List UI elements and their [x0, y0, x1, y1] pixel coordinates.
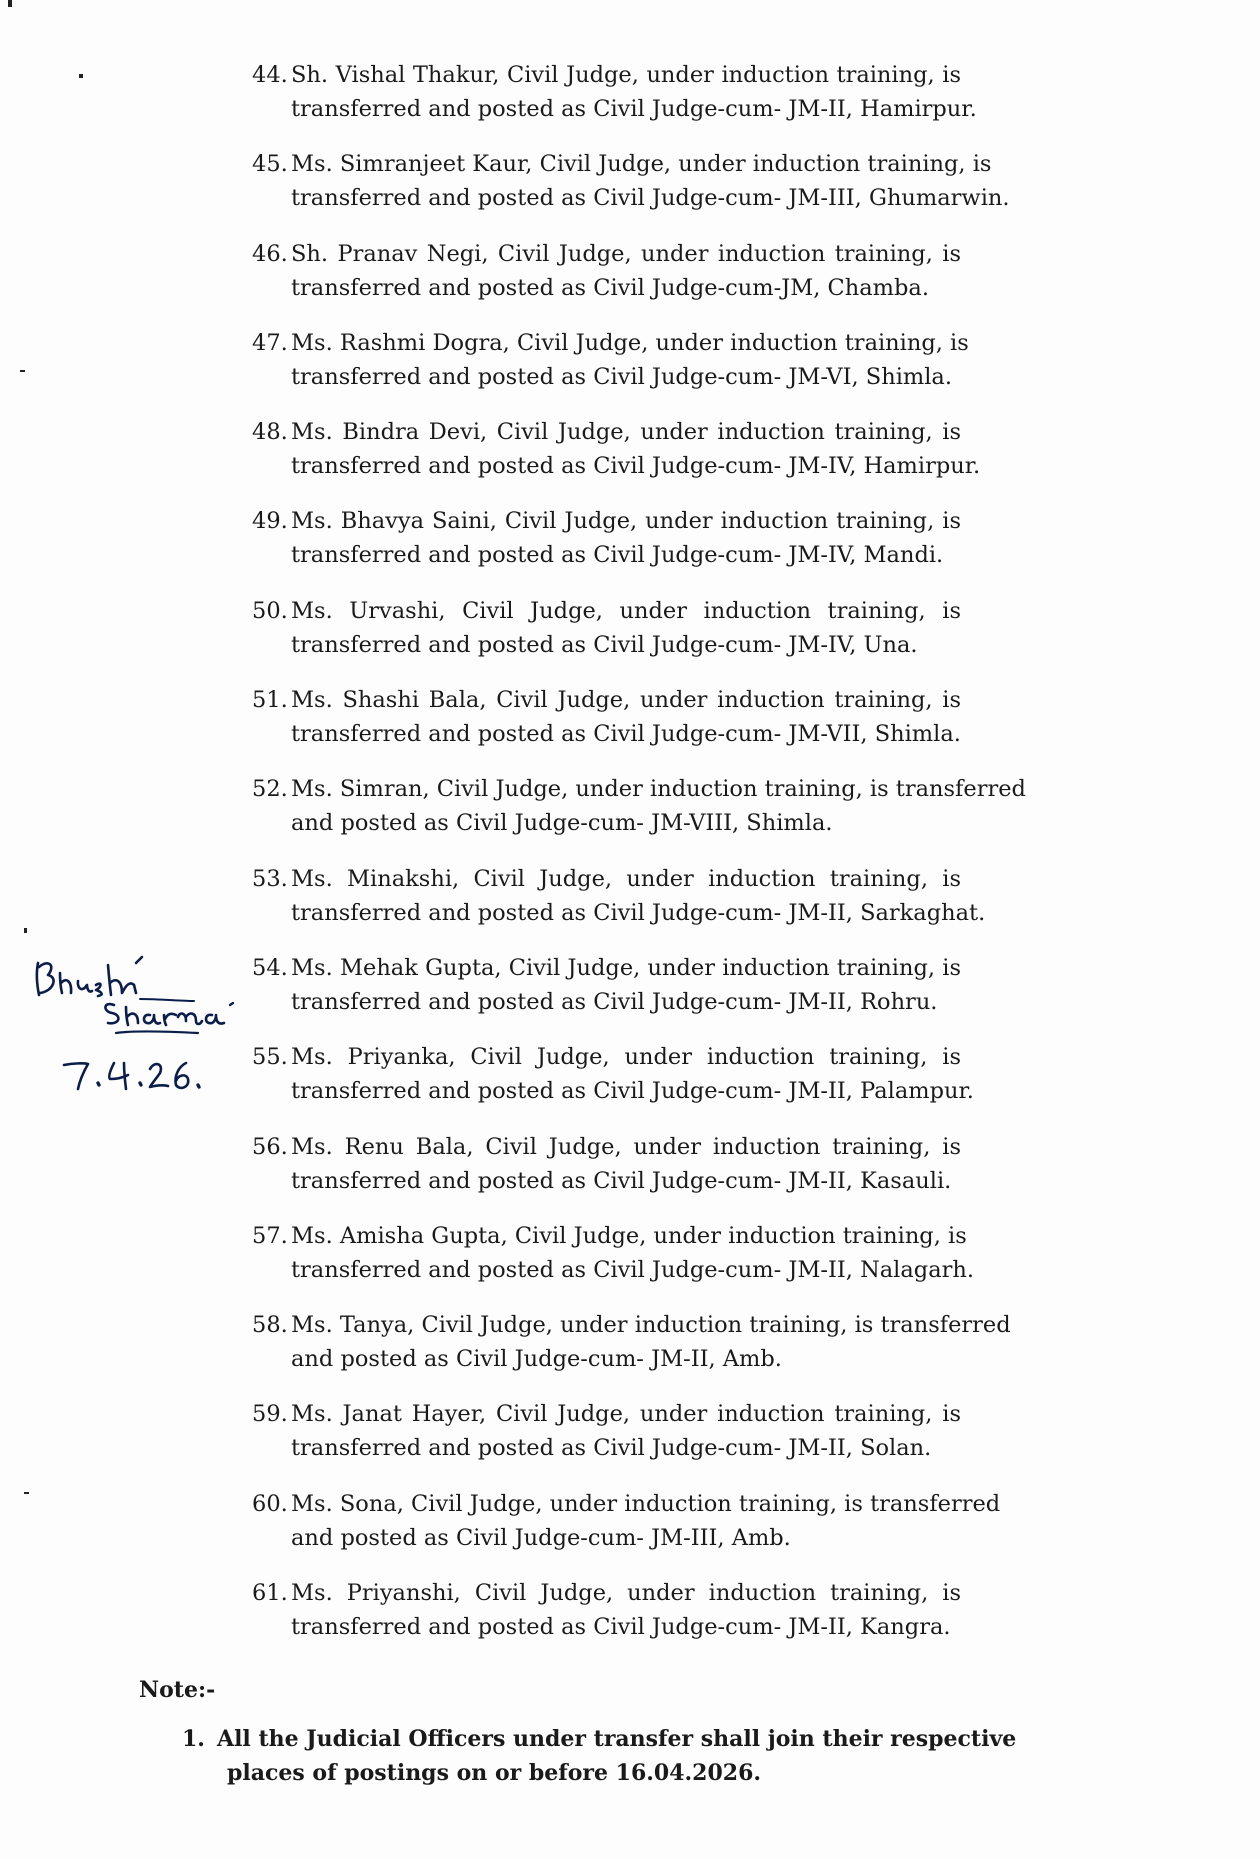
list-item-number: 50. [252, 597, 288, 624]
list-item-number: 48. [252, 419, 288, 446]
list-item-line: Ms. Minakshi, Civil Judge, under induction training, is [291, 865, 961, 892]
list-item-line: transferred and posted as Civil Judge-cum- JM-IV, Hamirpur. [291, 453, 981, 480]
list-item-number: 47. [252, 329, 288, 356]
list-item-line: and posted as Civil Judge-cum- JM-VIII, Shimla. [291, 810, 833, 837]
list-item-line: Ms. Priyanka, Civil Judge, under induction training, is [291, 1044, 961, 1071]
list-item-number: 58. [252, 1312, 288, 1339]
list-item-line: Ms. Amisha Gupta, Civil Judge, under induction training, is [291, 1222, 967, 1249]
list-item-line: transferred and posted as Civil Judge-cum- JM-II, Rohru. [291, 988, 938, 1015]
list-item-line: transferred and posted as Civil Judge-cum- JM-II, Kasauli. [291, 1167, 952, 1194]
list-item [0, 1130, 1260, 1219]
list-item-number: 54. [252, 954, 288, 981]
list-item-line: Ms. Janat Hayer, Civil Judge, under induction training, is [291, 1401, 961, 1428]
list-item-number: 57. [252, 1222, 288, 1249]
list-item [0, 594, 1260, 683]
list-item-line: transferred and posted as Civil Judge-cum- JM-II, Palampur. [291, 1078, 974, 1105]
list-item-line: Ms. Mehak Gupta, Civil Judge, under induction training, is [291, 954, 961, 981]
scan-mark [8, 0, 12, 7]
list-item-number: 56. [252, 1133, 288, 1160]
list-item-line: Ms. Urvashi, Civil Judge, under induction training, is [291, 597, 961, 624]
list-item-line: Ms. Bhavya Saini, Civil Judge, under induction training, is [291, 508, 961, 535]
list-item-number: 52. [252, 776, 288, 803]
list-item-number: 53. [252, 865, 288, 892]
list-item-line: transferred and posted as Civil Judge-cum- JM-II, Kangra. [291, 1614, 951, 1641]
list-item [0, 772, 1260, 861]
list-item [0, 1397, 1260, 1486]
list-item-number: 45. [252, 151, 288, 178]
list-item-line: Ms. Simran, Civil Judge, under induction training, is transferred [291, 776, 1026, 803]
list-item-number: 60. [252, 1490, 288, 1517]
list-item-line: and posted as Civil Judge-cum- JM-III, Amb. [291, 1524, 791, 1551]
list-item-line: Sh. Vishal Thakur, Civil Judge, under induction training, is [291, 62, 961, 88]
list-item-line: transferred and posted as Civil Judge-cum- JM-VI, Shimla. [291, 363, 953, 390]
list-item-number: 44. [252, 62, 288, 88]
list-item [0, 504, 1260, 593]
list-item-line: Ms. Shashi Bala, Civil Judge, under induction training, is [291, 687, 961, 714]
list-item-number: 55. [252, 1044, 288, 1071]
note-item-line: places of postings on or before 16.04.2026. [227, 1760, 762, 1786]
list-item [0, 1487, 1260, 1576]
list-item-line: Ms. Renu Bala, Civil Judge, under induction training, is [291, 1133, 961, 1160]
list-item-number: 49. [252, 508, 288, 535]
list-item-line: transferred and posted as Civil Judge-cum- JM-II, Solan. [291, 1435, 932, 1462]
note-title: Note:- [139, 1677, 216, 1703]
list-item-line: transferred and posted as Civil Judge-cum- JM-II, Sarkaghat. [291, 899, 986, 926]
list-item [0, 1219, 1260, 1308]
list-item [0, 1576, 1260, 1665]
transfer-list [0, 58, 1260, 1665]
list-item-line: Ms. Tanya, Civil Judge, under induction training, is transferred [291, 1312, 1011, 1339]
list-item-line: Sh. Pranav Negi, Civil Judge, under induction training, is [291, 240, 961, 267]
list-item-line: and posted as Civil Judge-cum- JM-II, Amb. [291, 1346, 782, 1373]
list-item-number: 59. [252, 1401, 288, 1428]
list-item-line: Ms. Sona, Civil Judge, under induction training, is transferred [291, 1490, 1001, 1517]
list-item-line: Ms. Priyanshi, Civil Judge, under induction training, is [291, 1580, 961, 1607]
note-item-number: 1. [182, 1726, 205, 1752]
list-item-line: transferred and posted as Civil Judge-cum- JM-II, Hamirpur. [291, 96, 977, 122]
list-item-line: transferred and posted as Civil Judge-cum- JM-II, Nalagarh. [291, 1256, 975, 1283]
list-item-line: Ms. Bindra Devi, Civil Judge, under induction training, is [291, 419, 961, 446]
list-item [0, 237, 1260, 326]
list-item-line: transferred and posted as Civil Judge-cum-JM, Chamba. [291, 274, 929, 301]
list-item-number: 61. [252, 1580, 288, 1607]
note-item-line: All the Judicial Officers under transfer shall join their respective [217, 1726, 1017, 1752]
list-item-line: transferred and posted as Civil Judge-cum- JM-III, Ghumarwin. [291, 185, 1010, 212]
list-item-line: transferred and posted as Civil Judge-cum- JM-IV, Mandi. [291, 542, 944, 569]
list-item-line: transferred and posted as Civil Judge-cum- JM-VII, Shimla. [291, 721, 961, 748]
list-item [0, 58, 1260, 147]
list-item [0, 683, 1260, 772]
handwritten-signature [30, 955, 260, 1105]
list-item-line: transferred and posted as Civil Judge-cum- JM-IV, Una. [291, 631, 918, 658]
list-item-number: 51. [252, 687, 288, 714]
list-item [0, 147, 1260, 236]
list-item-number: 46. [252, 240, 288, 267]
list-item [0, 1308, 1260, 1397]
list-item-line: Ms. Rashmi Dogra, Civil Judge, under induction training, is [291, 329, 969, 356]
list-item [0, 862, 1260, 951]
list-item-line: Ms. Simranjeet Kaur, Civil Judge, under induction training, is [291, 151, 992, 178]
list-item [0, 326, 1260, 415]
list-item [0, 415, 1260, 504]
